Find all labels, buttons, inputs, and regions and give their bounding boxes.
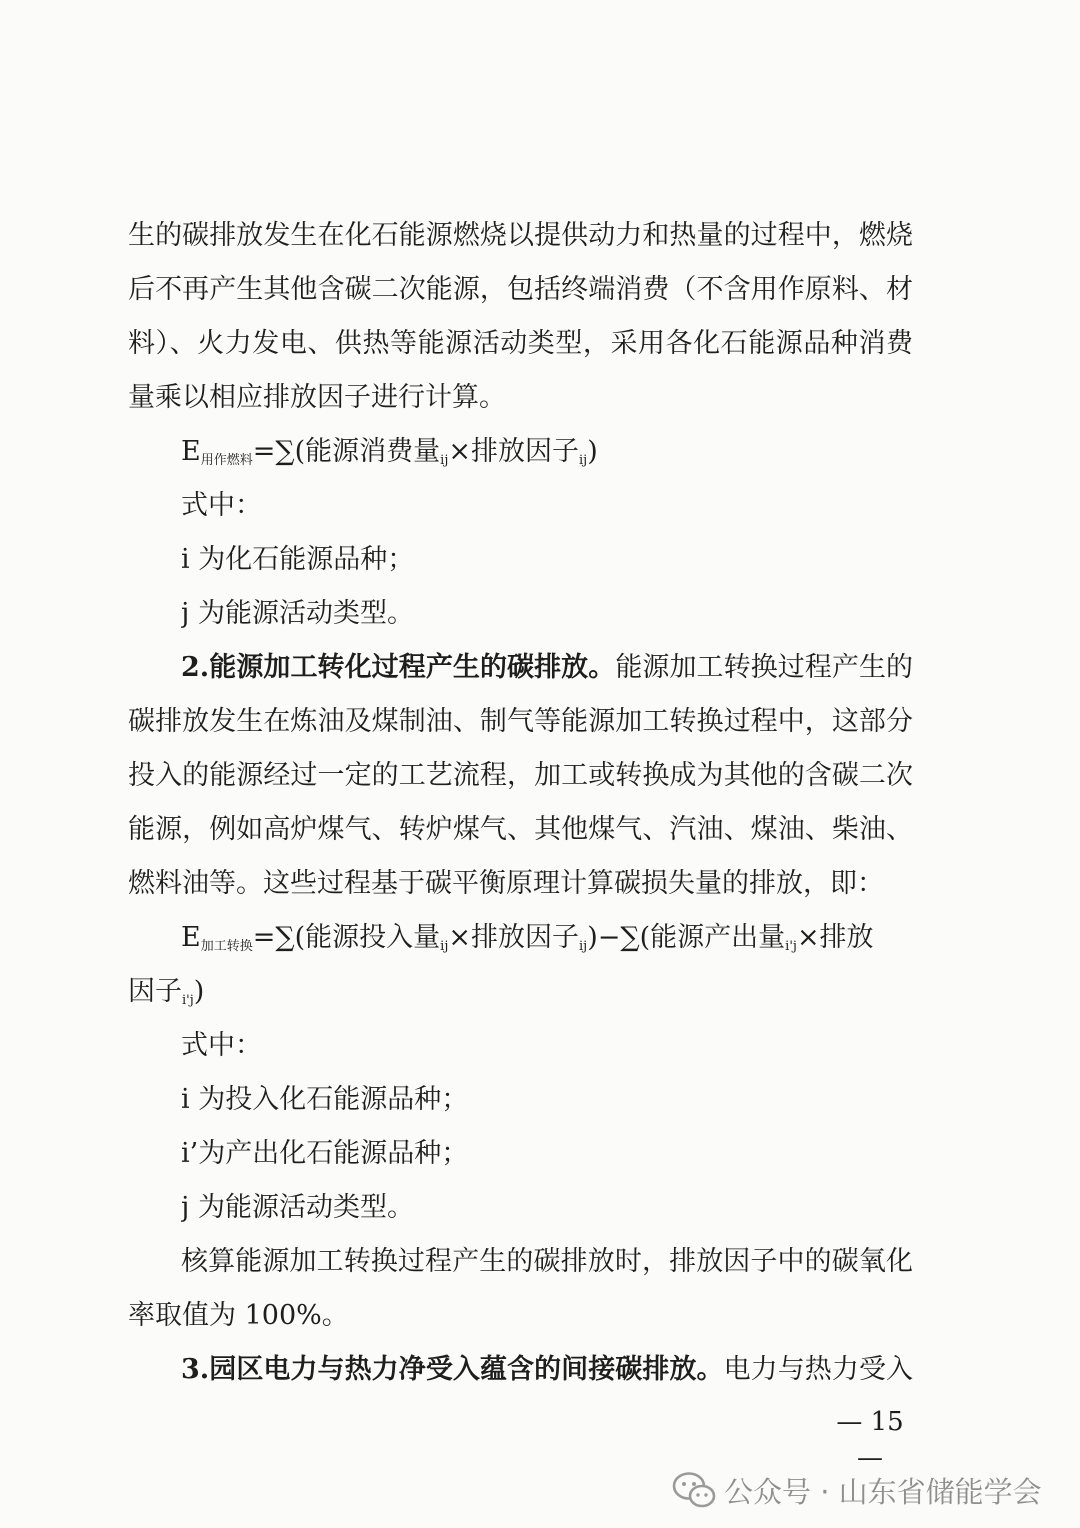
definition-line: j 为能源活动类型。 — [181, 598, 414, 629]
paragraph-line: 率取值为 100%。 — [128, 1300, 349, 1331]
formula-processing-conversion — [181, 918, 913, 958]
definition-line: j 为能源活动类型。 — [181, 1192, 414, 1223]
formula-text: =∑(能源投入量 — [252, 922, 441, 953]
paragraph-text: 能源加工转换过程产生的 — [615, 652, 913, 683]
formula-fuel-combustion — [181, 432, 913, 472]
definition-line: i’为产出化石能源品种； — [181, 1138, 469, 1169]
formula-subscript: ij — [579, 453, 588, 468]
paragraph-line: 碳排放发生在炼油及煤制油、制气等能源加工转换过程中，这部分 — [128, 706, 913, 737]
section-heading-line — [181, 1350, 913, 1390]
section-heading: 3.园区电力与热力净受入蕴含的间接碳排放。 — [181, 1354, 724, 1385]
formula-subscript: ij — [440, 453, 449, 468]
paragraph-line: 能源，例如高炉煤气、转炉煤气、其他煤气、汽油、煤油、柴油、 — [128, 814, 913, 845]
formula-text: ×排放因子 — [448, 436, 579, 467]
wechat-icon — [672, 1471, 716, 1509]
paragraph-line: 量乘以相应排放因子进行计算。 — [128, 382, 506, 413]
formula-text: ) — [193, 976, 205, 1007]
formula-symbol: E — [181, 436, 201, 467]
paragraph-line: 后不再产生其他含碳二次能源，包括终端消费（不含用作原料、材 — [128, 274, 913, 305]
formula-text: 因子 — [128, 976, 182, 1007]
formula-text: ×排放因子 — [448, 922, 579, 953]
paragraph-text: 电力与热力受入 — [723, 1354, 913, 1385]
formula-subscript: ij — [440, 939, 449, 954]
paragraph-line: 核算能源加工转换过程产生的碳排放时，排放因子中的碳氧化 — [181, 1246, 913, 1277]
formula-subscript: 用作燃料 — [200, 453, 253, 468]
definition-line: i 为化石能源品种； — [181, 544, 415, 575]
formula-text: =∑(能源消费量 — [252, 436, 441, 467]
section-heading-line — [181, 648, 913, 688]
watermark — [672, 1469, 1042, 1511]
definition-line: i 为投入化石能源品种； — [181, 1084, 469, 1115]
formula-text: ×排放 — [796, 922, 874, 953]
paragraph-line: 料）、火力发电、供热等能源活动类型，采用各化石能源品种消费 — [128, 328, 913, 359]
page-number: — 15 — — [836, 1407, 904, 1473]
watermark-text: 公众号 · 山东省储能学会 — [724, 1474, 1042, 1509]
formula-subscript: i'j — [785, 939, 797, 954]
where-label: 式中： — [181, 490, 262, 521]
formula-text: ) — [587, 436, 598, 467]
paragraph-line: 生的碳排放发生在化石能源燃烧以提供动力和热量的过程中，燃烧 — [128, 220, 913, 251]
where-label: 式中： — [181, 1030, 262, 1061]
paragraph-line: 投入的能源经过一定的工艺流程，加工或转换成为其他的含碳二次 — [128, 760, 913, 791]
section-heading: 2.能源加工转化过程产生的碳排放。 — [181, 652, 616, 683]
formula-symbol: E — [181, 922, 201, 953]
paragraph-line: 燃料油等。这些过程基于碳平衡原理计算碳损失量的排放，即： — [128, 868, 884, 899]
formula-processing-conversion-continued — [128, 972, 913, 1012]
formula-subscript: i'j — [182, 993, 194, 1008]
formula-text: )−∑(能源产出量 — [587, 922, 786, 953]
formula-subscript: ij — [579, 939, 588, 954]
formula-subscript: 加工转换 — [200, 939, 253, 954]
